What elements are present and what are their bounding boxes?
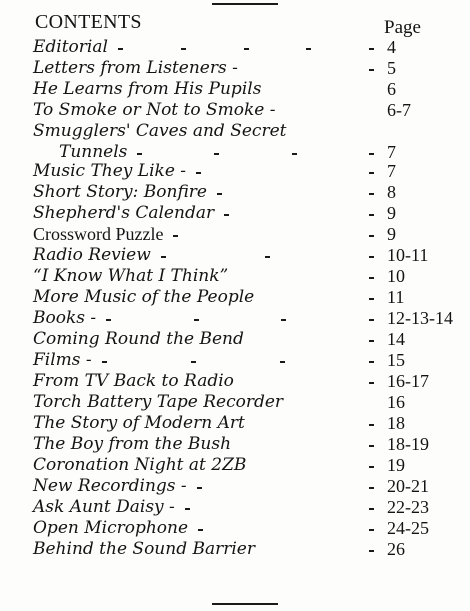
- contents-entry: [33, 350, 458, 371]
- dot-leaders: [33, 161, 370, 182]
- leader-dash: [369, 298, 374, 300]
- contents-entry: [33, 413, 458, 434]
- entry-title: Coming Round the Bend: [33, 329, 244, 349]
- entry-page-number: 26: [387, 539, 405, 559]
- leader-dash: [369, 193, 374, 195]
- entry-page-number: 16: [387, 392, 405, 412]
- dot-leaders: [33, 371, 370, 392]
- dot-leaders: [33, 245, 370, 266]
- leader-dash: [369, 256, 374, 258]
- leader-dash: [306, 48, 311, 50]
- entry-page-number: 10: [387, 266, 405, 286]
- entry-page-number: 24-25: [387, 518, 429, 538]
- leader-dash: [161, 256, 166, 258]
- contents-entry: [33, 245, 458, 266]
- leader-dash: [217, 193, 222, 195]
- entry-page-number: 22-23: [387, 497, 429, 517]
- contents-entry: [33, 37, 458, 58]
- leader-dash: [106, 319, 111, 321]
- contents-entry: [33, 371, 458, 392]
- contents-entry: [33, 308, 458, 329]
- entry-page-number: 19: [387, 455, 405, 475]
- entry-page-number: 15: [387, 350, 405, 370]
- page-column-label: Page: [384, 17, 421, 38]
- entry-title: Behind the Sound Barrier: [33, 539, 255, 559]
- leader-dash: [265, 256, 270, 258]
- leader-dash: [369, 340, 374, 342]
- dot-leaders: [33, 476, 370, 497]
- leader-dash: [369, 361, 374, 363]
- dot-leaders: [33, 455, 370, 476]
- contents-entry: [33, 266, 458, 287]
- leader-dash: [369, 277, 374, 279]
- entry-page-number: 5: [387, 58, 396, 78]
- leader-dash: [191, 361, 196, 363]
- leader-dash: [224, 214, 229, 216]
- entry-title: Radio Review: [33, 245, 151, 265]
- leader-dash: [137, 153, 142, 155]
- contents-entry: [33, 58, 458, 79]
- entry-title: More Music of the People: [33, 287, 255, 307]
- leader-dash: [102, 361, 107, 363]
- entry-title: Coronation Night at 2ZB: [33, 455, 247, 475]
- entry-page-number: 18-19: [387, 434, 429, 454]
- entry-page-number: 6-7: [387, 100, 411, 120]
- leader-dash: [281, 319, 286, 321]
- dot-leaders: [33, 518, 370, 539]
- contents-entry: [33, 121, 458, 142]
- contents-title: CONTENTS: [35, 11, 142, 33]
- entry-title: Torch Battery Tape Recorder: [33, 392, 284, 412]
- contents-entry: [33, 539, 458, 560]
- entry-title: The Boy from the Bush: [33, 434, 232, 454]
- contents-entry: [33, 203, 458, 224]
- contents-entry: [33, 476, 458, 497]
- dot-leaders: [33, 434, 370, 455]
- entry-page-number: 16-17: [387, 371, 429, 391]
- entry-page-number: 12-13-14: [387, 308, 453, 328]
- contents-entry: [33, 287, 458, 308]
- contents-entry: [33, 518, 458, 539]
- dot-leaders: [33, 329, 370, 350]
- leader-dash: [118, 48, 123, 50]
- dot-leaders: [33, 58, 370, 79]
- entry-title: Open Microphone: [33, 518, 189, 538]
- contents-entry: [33, 392, 458, 413]
- entry-title: Smugglers' Caves and Secret: [33, 121, 287, 141]
- dot-leaders: [33, 308, 370, 329]
- dot-leaders: [33, 142, 370, 163]
- entry-title: Tunnels: [59, 142, 128, 162]
- dot-leaders: [33, 37, 370, 58]
- contents-entry: [33, 329, 458, 350]
- leader-dash: [173, 235, 178, 237]
- leader-dash: [369, 153, 374, 155]
- leader-dash: [214, 153, 219, 155]
- entry-title: From TV Back to Radio: [33, 371, 234, 391]
- leader-dash: [194, 319, 199, 321]
- leader-dash: [185, 508, 190, 510]
- contents-entry: [33, 455, 458, 476]
- entry-title: Books -: [33, 308, 97, 328]
- leader-dash: [369, 319, 374, 321]
- contents-entry: [33, 79, 458, 100]
- entry-page-number: 7: [387, 142, 396, 162]
- leader-dash: [280, 361, 285, 363]
- leader-dash: [369, 550, 374, 552]
- entry-page-number: 18: [387, 413, 405, 433]
- entry-title: Music They Like -: [33, 161, 187, 181]
- entry-title: To Smoke or Not to Smoke -: [33, 100, 276, 120]
- contents-entry: [33, 224, 458, 245]
- leader-dash: [369, 466, 374, 468]
- dot-leaders: [33, 350, 370, 371]
- leader-dash: [369, 445, 374, 447]
- dot-leaders: [33, 182, 370, 203]
- entry-title: “I Know What I Think”: [33, 266, 229, 286]
- contents-entry: [33, 161, 458, 182]
- leader-dash: [369, 529, 374, 531]
- leader-dash: [369, 48, 374, 50]
- leader-dash: [198, 529, 203, 531]
- leader-dash: [196, 172, 201, 174]
- entry-page-number: 7: [387, 161, 396, 181]
- contents-list: [33, 37, 458, 560]
- entry-title: Letters from Listeners -: [33, 58, 238, 78]
- contents-heading: [35, 11, 455, 38]
- dot-leaders: [33, 539, 370, 560]
- entry-page-number: 14: [387, 329, 405, 349]
- dot-leaders: [33, 287, 370, 308]
- leader-dash: [369, 235, 374, 237]
- dot-leaders: [33, 224, 370, 245]
- top-rule: [212, 3, 278, 5]
- entry-title: Short Story: Bonfire: [33, 182, 207, 202]
- entry-page-number: 4: [387, 37, 396, 57]
- contents-entry: [33, 182, 458, 203]
- dot-leaders: [33, 266, 370, 287]
- entry-title: Ask Aunt Daisy -: [33, 497, 175, 517]
- entry-page-number: 9: [387, 224, 396, 244]
- entry-title: Crossword Puzzle: [33, 224, 164, 244]
- leader-dash: [197, 487, 202, 489]
- entry-page-number: 6: [387, 79, 396, 99]
- leader-dash: [369, 214, 374, 216]
- entry-page-number: 10-11: [387, 245, 429, 265]
- bottom-rule: [212, 603, 278, 605]
- contents-entry: [33, 142, 458, 161]
- entry-title: The Story of Modern Art: [33, 413, 245, 433]
- dot-leaders: [33, 497, 370, 518]
- leader-dash: [181, 48, 186, 50]
- leader-dash: [369, 424, 374, 426]
- dot-leaders: [33, 413, 370, 434]
- leader-dash: [369, 172, 374, 174]
- entry-title: New Recordings -: [33, 476, 187, 496]
- entry-title: Shepherd's Calendar: [33, 203, 215, 223]
- leader-dash: [369, 69, 374, 71]
- leader-dash: [292, 153, 297, 155]
- contents-entry: [33, 497, 458, 518]
- entry-page-number: 20-21: [387, 476, 429, 496]
- entry-title: Editorial: [33, 37, 108, 57]
- leader-dash: [369, 382, 374, 384]
- entry-page-number: 9: [387, 203, 396, 223]
- entry-page-number: 11: [387, 287, 405, 307]
- dot-leaders: [33, 203, 370, 224]
- contents-entry: [33, 100, 458, 121]
- contents-entry: [33, 434, 458, 455]
- entry-title: Films -: [33, 350, 92, 370]
- leader-dash: [369, 487, 374, 489]
- entry-page-number: 8: [387, 182, 396, 202]
- leader-dash: [369, 508, 374, 510]
- entry-title: He Learns from His Pupils: [33, 79, 262, 99]
- leader-dash: [244, 48, 249, 50]
